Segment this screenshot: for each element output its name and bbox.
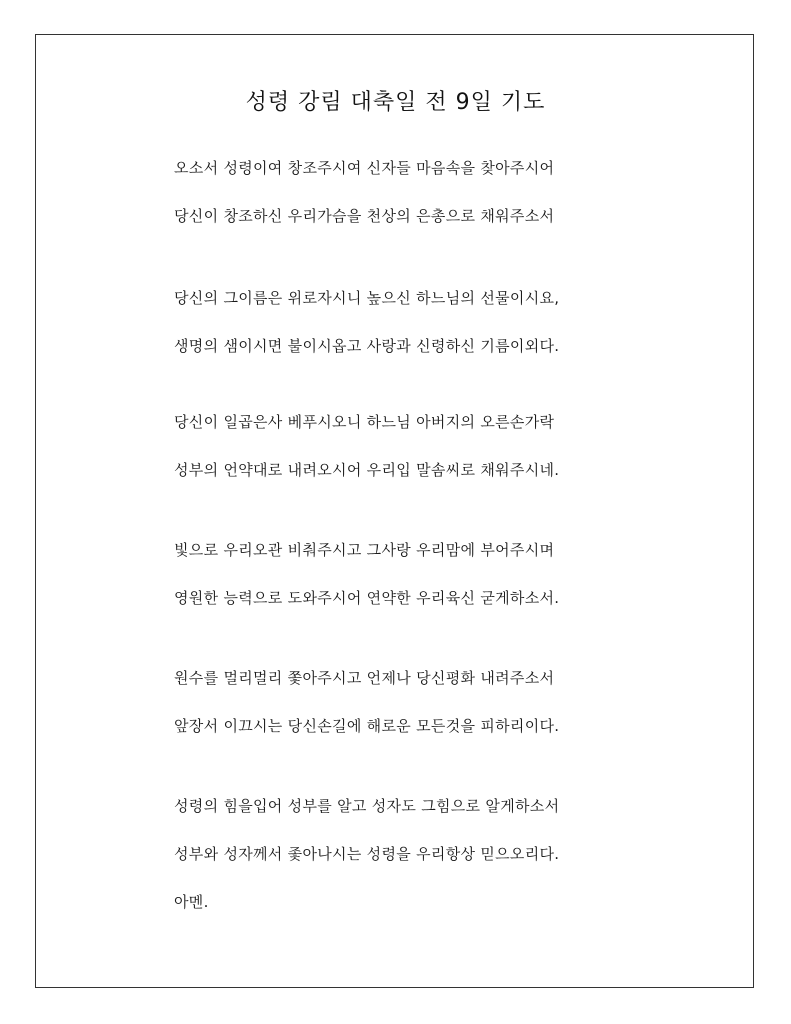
prayer-line: 생명의 샘이시면 불이시옵고 사랑과 신령하신 기름이외다. [174,337,560,355]
stanza [174,666,644,762]
stanza [174,156,644,252]
prayer-line: 당신이 창조하신 우리가슴을 천상의 은총으로 채워주소서 [174,207,555,225]
prayer-line: 당신이 일곱은사 베푸시오니 하느님 아버지의 오른손가락 [174,413,555,431]
document-title: 성령 강림 대축일 전 9일 기도 [245,89,546,115]
stanza [174,286,644,382]
stanza [174,794,644,938]
prayer-line: 성령의 힘을입어 성부를 알고 성자도 그힘으로 알게하소서 [174,797,560,815]
prayer-line: 빛으로 우리오관 비춰주시고 그사랑 우리맘에 부어주시며 [174,541,555,559]
prayer-line: 당신의 그이름은 위로자시니 높으신 하느님의 선물이시요, [174,289,560,307]
prayer-line: 원수를 멀리멀리 쫓아주시고 언제나 당신평화 내려주소서 [174,669,555,687]
amen-line: 아멘. [174,893,209,911]
prayer-line: 영원한 능력으로 도와주시어 연약한 우리육신 굳게하소서. [174,589,560,607]
prayer-line: 앞장서 이끄시는 당신손길에 해로운 모든것을 피하리이다. [174,717,560,735]
stanza [174,538,644,634]
prayer-line: 성부의 언약대로 내려오시어 우리입 말솜씨로 채워주시네. [174,461,560,479]
prayer-line: 성부와 성자께서 좇아나시는 성령을 우리항상 믿으오리다. [174,845,560,863]
prayer-line: 오소서 성령이여 창조주시여 신자들 마음속을 찾아주시어 [174,159,555,177]
stanza [174,410,644,506]
